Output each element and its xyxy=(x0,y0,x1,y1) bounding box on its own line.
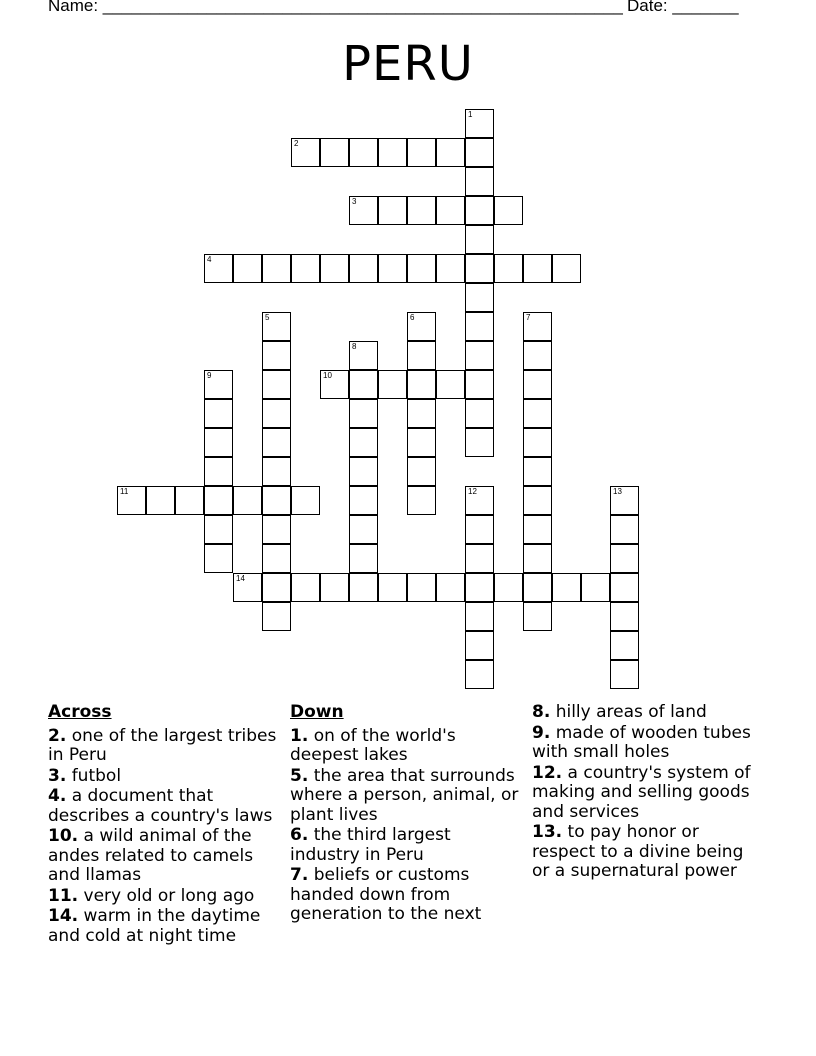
grid-cell[interactable] xyxy=(552,573,581,602)
clue-text: a document that describes a country's laws xyxy=(48,786,273,826)
clue-number-label: 13. xyxy=(532,822,563,842)
clue-text: the area that surrounds where a person, animal, or plant lives xyxy=(290,765,519,825)
grid-cell[interactable] xyxy=(465,486,494,515)
grid-cell[interactable] xyxy=(233,573,262,602)
grid-cell[interactable] xyxy=(291,254,320,283)
clue-text: one of the largest tribes in Peru xyxy=(48,725,277,765)
grid-cell[interactable] xyxy=(465,109,494,138)
grid-cell[interactable] xyxy=(175,486,204,515)
grid-cell[interactable] xyxy=(465,138,494,167)
grid-cell[interactable] xyxy=(349,486,378,515)
grid-cell[interactable] xyxy=(610,660,639,689)
grid-cell[interactable] xyxy=(407,341,436,370)
clue-text: very old or long ago xyxy=(78,885,255,906)
clue-number-label: 9. xyxy=(532,722,551,743)
grid-cell[interactable] xyxy=(436,254,465,283)
clue-item xyxy=(532,724,764,763)
grid-cell[interactable] xyxy=(378,254,407,283)
grid-cell[interactable] xyxy=(552,254,581,283)
grid-cell[interactable] xyxy=(610,544,639,573)
grid-cell[interactable] xyxy=(465,631,494,660)
clue-item xyxy=(48,767,280,787)
grid-cell[interactable] xyxy=(436,573,465,602)
grid-cell[interactable] xyxy=(465,225,494,254)
grid-cell[interactable] xyxy=(523,399,552,428)
clue-number: 10 xyxy=(323,371,332,380)
grid-cell[interactable] xyxy=(523,457,552,486)
clue-number-label: 2. xyxy=(48,725,67,746)
grid-cell[interactable] xyxy=(407,428,436,457)
grid-cell[interactable] xyxy=(378,138,407,167)
grid-cell[interactable] xyxy=(349,457,378,486)
grid-cell[interactable] xyxy=(204,515,233,544)
grid-cell[interactable] xyxy=(465,515,494,544)
clue-column-down xyxy=(290,703,522,926)
grid-cell[interactable] xyxy=(436,370,465,399)
clue-item xyxy=(290,826,522,865)
down-heading: Down xyxy=(290,702,344,722)
grid-cell[interactable] xyxy=(233,254,262,283)
clue-text: made of wooden tubes with small holes xyxy=(532,722,751,762)
clue-number-label: 3. xyxy=(48,765,67,786)
grid-cell[interactable] xyxy=(523,515,552,544)
grid-cell[interactable] xyxy=(349,370,378,399)
grid-cell[interactable] xyxy=(581,573,610,602)
grid-cell[interactable] xyxy=(262,341,291,370)
clue-number-label: 8. xyxy=(532,702,551,722)
clue-text: the third largest industry in Peru xyxy=(290,825,451,865)
grid-cell[interactable] xyxy=(523,312,552,341)
grid-cell[interactable] xyxy=(407,138,436,167)
grid-cell[interactable] xyxy=(146,486,175,515)
grid-cell[interactable] xyxy=(494,254,523,283)
clue-number: 9 xyxy=(207,371,212,380)
grid-cell[interactable] xyxy=(204,370,233,399)
clue-number: 13 xyxy=(613,487,622,496)
grid-cell[interactable] xyxy=(610,486,639,515)
grid-cell[interactable] xyxy=(494,196,523,225)
grid-cell[interactable] xyxy=(465,573,494,602)
grid-cell[interactable] xyxy=(378,370,407,399)
grid-cell[interactable] xyxy=(465,428,494,457)
grid-cell[interactable] xyxy=(523,370,552,399)
clue-item xyxy=(290,727,522,766)
grid-cell[interactable] xyxy=(378,196,407,225)
grid-cell[interactable] xyxy=(465,283,494,312)
grid-cell[interactable] xyxy=(407,457,436,486)
clue-number: 3 xyxy=(352,197,357,206)
grid-cell[interactable] xyxy=(262,370,291,399)
grid-cell[interactable] xyxy=(320,254,349,283)
grid-cell[interactable] xyxy=(407,370,436,399)
clue-number-label: 11. xyxy=(48,885,79,906)
grid-cell[interactable] xyxy=(262,602,291,631)
name-field-label: Name: _______________________________________________________ xyxy=(48,0,623,15)
grid-cell[interactable] xyxy=(465,167,494,196)
grid-cell[interactable] xyxy=(610,602,639,631)
clue-item xyxy=(532,823,764,882)
clue-item xyxy=(532,764,764,823)
clue-number-label: 14. xyxy=(48,906,79,926)
clue-number-label: 4. xyxy=(48,786,67,806)
clue-number: 11 xyxy=(120,487,129,496)
grid-cell[interactable] xyxy=(407,486,436,515)
clue-item xyxy=(290,767,522,826)
grid-cell[interactable] xyxy=(610,515,639,544)
grid-cell[interactable] xyxy=(204,428,233,457)
clue-number: 8 xyxy=(352,342,357,351)
grid-cell[interactable] xyxy=(378,573,407,602)
grid-cell[interactable] xyxy=(262,457,291,486)
grid-cell[interactable] xyxy=(349,196,378,225)
clue-column-across xyxy=(48,703,280,947)
grid-cell[interactable] xyxy=(465,544,494,573)
grid-cell[interactable] xyxy=(349,341,378,370)
grid-cell[interactable] xyxy=(523,544,552,573)
grid-cell[interactable] xyxy=(523,428,552,457)
clue-number: 4 xyxy=(207,255,212,264)
grid-cell[interactable] xyxy=(465,341,494,370)
grid-cell[interactable] xyxy=(610,631,639,660)
grid-cell[interactable] xyxy=(320,573,349,602)
grid-cell[interactable] xyxy=(465,254,494,283)
grid-cell[interactable] xyxy=(610,573,639,602)
grid-cell[interactable] xyxy=(262,515,291,544)
grid-cell[interactable] xyxy=(407,196,436,225)
grid-cell[interactable] xyxy=(262,573,291,602)
grid-cell[interactable] xyxy=(262,544,291,573)
grid-cell[interactable] xyxy=(523,573,552,602)
grid-cell[interactable] xyxy=(523,254,552,283)
grid-cell[interactable] xyxy=(349,515,378,544)
grid-cell[interactable] xyxy=(465,312,494,341)
grid-cell[interactable] xyxy=(320,138,349,167)
grid-cell[interactable] xyxy=(494,573,523,602)
grid-cell[interactable] xyxy=(204,254,233,283)
grid-cell[interactable] xyxy=(204,399,233,428)
grid-cell[interactable] xyxy=(262,399,291,428)
across-heading: Across xyxy=(48,702,112,722)
grid-cell[interactable] xyxy=(407,254,436,283)
grid-cell[interactable] xyxy=(204,486,233,515)
clue-item xyxy=(48,727,280,766)
clue-item xyxy=(48,907,280,946)
grid-cell[interactable] xyxy=(465,399,494,428)
clue-text: hilly areas of land xyxy=(550,702,707,722)
page-title: PERU xyxy=(342,36,474,92)
grid-cell[interactable] xyxy=(262,486,291,515)
grid-cell[interactable] xyxy=(262,428,291,457)
grid-cell[interactable] xyxy=(349,428,378,457)
clue-number: 7 xyxy=(526,313,531,322)
grid-cell[interactable] xyxy=(523,341,552,370)
clue-column-down-continued xyxy=(532,703,764,883)
clue-item xyxy=(48,887,280,907)
clue-text: beliefs or customs handed down from generation to the next xyxy=(290,865,482,924)
clue-number: 12 xyxy=(468,487,477,496)
clue-item xyxy=(48,827,280,886)
clue-text: to pay honor or respect to a divine being or a supernatural power xyxy=(532,822,744,881)
grid-cell[interactable] xyxy=(233,486,262,515)
grid-cell[interactable] xyxy=(262,254,291,283)
clue-number: 6 xyxy=(410,313,415,322)
grid-cell[interactable] xyxy=(349,573,378,602)
grid-cell[interactable] xyxy=(523,602,552,631)
grid-cell[interactable] xyxy=(523,486,552,515)
grid-cell[interactable] xyxy=(291,573,320,602)
grid-cell[interactable] xyxy=(407,399,436,428)
grid-cell[interactable] xyxy=(407,312,436,341)
clue-text: a country's system of making and selling goods and services xyxy=(532,762,751,822)
grid-cell[interactable] xyxy=(291,138,320,167)
clue-text: on of the world's deepest lakes xyxy=(290,725,456,765)
grid-cell[interactable] xyxy=(407,573,436,602)
clue-number-label: 6. xyxy=(290,825,309,845)
grid-cell[interactable] xyxy=(262,312,291,341)
clue-item xyxy=(532,703,764,723)
grid-cell[interactable] xyxy=(349,254,378,283)
grid-cell[interactable] xyxy=(349,138,378,167)
grid-cell[interactable] xyxy=(465,196,494,225)
clue-number-label: 7. xyxy=(290,865,309,885)
grid-cell[interactable] xyxy=(465,602,494,631)
clue-item xyxy=(290,866,522,925)
clue-text: a wild animal of the andes related to camels and llamas xyxy=(48,826,254,885)
grid-cell[interactable] xyxy=(204,457,233,486)
clue-number: 1 xyxy=(468,110,473,119)
grid-cell[interactable] xyxy=(349,399,378,428)
grid-cell[interactable] xyxy=(291,486,320,515)
clue-number-label: 5. xyxy=(290,765,309,786)
grid-cell[interactable] xyxy=(320,370,349,399)
grid-cell[interactable] xyxy=(465,370,494,399)
grid-cell[interactable] xyxy=(117,486,146,515)
clue-text: warm in the daytime and cold at night time xyxy=(48,906,261,946)
clue-number-label: 10. xyxy=(48,826,79,846)
grid-cell[interactable] xyxy=(349,544,378,573)
clue-text: futbol xyxy=(66,765,122,786)
grid-cell[interactable] xyxy=(436,138,465,167)
clue-number: 14 xyxy=(236,574,245,583)
clue-number-label: 1. xyxy=(290,725,309,746)
grid-cell[interactable] xyxy=(204,544,233,573)
clue-number-label: 12. xyxy=(532,762,563,783)
grid-cell[interactable] xyxy=(436,196,465,225)
clue-item xyxy=(48,787,280,826)
clue-number: 5 xyxy=(265,313,270,322)
grid-cell[interactable] xyxy=(465,660,494,689)
clue-number: 2 xyxy=(294,139,299,148)
date-field-label: Date: _______ xyxy=(627,0,739,15)
